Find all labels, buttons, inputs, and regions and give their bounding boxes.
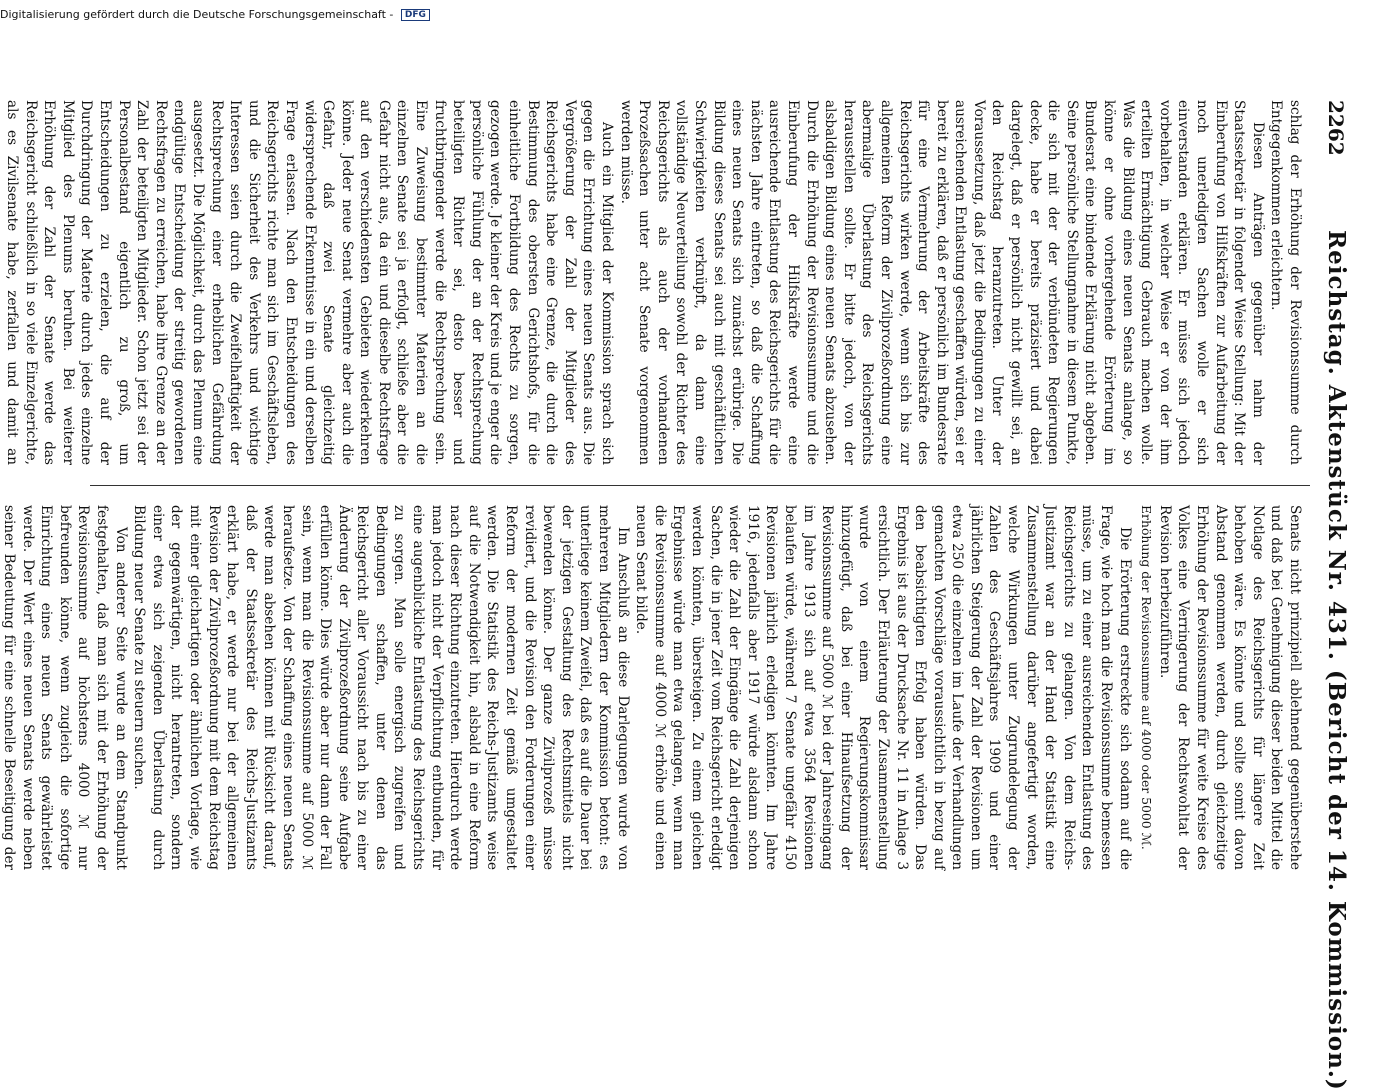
dfg-logo: DFG [401,9,430,21]
paragraph: Von anderer Seite wurde an dem Standpunkt festgehalten, daß man sich mit der Erhöhung der Revisionssumme auf höchstens 4000 ℳ nur befreunden könne, wenn zugleich die sofortige Einrichtung eines neuen Senats gewährleistet werde. Der Wert eines neuen Senats werde neben seiner Bedeutung für eine schnelle Beseitigung der [1,505,129,870]
running-head [1314,100,1358,1091]
paragraph: Im Anschluß an diese Darlegungen wurde von mehreren Mitgliedern der Kommission betont: es unterliege keinem Zweifel, daß es auf die Dauer bei der jetzigen Gestaltung des Rechtsmittels nicht bewenden könne. Der ganze Zivilprozeß müsse revidiert, und die Revision den Forderungen einer Reform der modernen Zeit gemäß umgestaltet werden. Die Statistik des Reichs-Justizamts weise auf die Notwendigkeit hin, alsbald in eine Reform nach dieser Richtung einzutreten. Hierdurch werde man jedoch nicht der Verpflichtung entbunden, für eine augenblickliche Entlastung des Reichsgerichts zu sorgen. Man solle energisch zugreifen und Bedingungen schaffen, unter denen das Reichsgericht aller Voraussicht nach bis zu einer Änderung der Zivilprozeßordnung seine Aufgabe erfüllen könne. Dies würde aber nur dann der Fall sein, wenn man die Revisionssumme auf 5000 ℳ heraufsetze. Von der Schaffung eines neuen Senats werde man absehen können mit Rücksicht darauf, daß der Staatssekretär des Reichs-Justizamts erklärt habe, er werde nur bei der allgemeinen Revision der Zivilprozeßordnung mit dem Reichstag mit einer gleichartigen oder ähnlichen Vorlage, wie der gegenwärtigen, nicht herantreten, sondern einer etwa sich zeigenden Überlastung durch Bildung neuer Senate zu steuern suchen. [131,505,631,870]
paragraph: Diesen Anträgen gegenüber nahm der Staatssekretär in folgender Weise Stellung: Mit der Einberufung von Hilfskräften zur Aufarbeitung der noch unerledigten Sachen wolle er sich einverstanden erklären. Er müsse sich jedoch vorbehalten, in welcher Weise er von der ihm erteilten Ermächtigung Gebrauch machen wolle. Was die Bildung eines neuen Senats anlange, so könne er ohne vorhergehende Erörterung im Bundesrat eine bindende Erklärung nicht abgeben. Seine persönliche Stellungnahme in diesem Punkte, die sich mit der der verbündeten Regierungen decke, habe er bereits präzisiert und dabei dargelegt, daß er persönlich nicht gewillt sei, an den Reichstag heranzutreten. Unter der Voraussetzung, daß jetzt die Bedingungen zu einer ausreichenden Entlastung geschaffen würden, sei er bereit zu erklären, daß er persönlich im Bundesrate für eine Vermehrung der Arbeitskräfte des Reichsgerichts wirken werde, wenn sich bis zur allgemeinen Reform der Zivilprozeßordnung eine abermalige Überlastung des Reichsgerichts herausstellen sollte. Er bitte jedoch, von der alsbaldigen Bildung eines neuen Senats abzusehen. Durch die Erhöhung der Revisionssumme und die Einberufung der Hilfskräfte werde eine ausreichende Entlastung des Reichsgerichts für die nächsten Jahre eintreten, so daß die Schaffung eines neuen Senats sich zunächst erübrige. Die Bildung dieses Senats sei auch mit geschäftlichen Schwierigkeiten verknüpft, da dann eine vollständige Neuverteilung sowohl der Richter des Reichsgerichts als auch der vorhandenen Prozeßsachen unter acht Senate vorgenommen werden müsse. [617,100,1266,465]
column-divider [90,485,1310,486]
page-number: 2262 [1324,100,1348,156]
left-column [0,100,1304,465]
right-column [0,505,1304,870]
paragraph: schlag der Erhöhung der Revisionssumme durch Entgegenkommen erleichtern. [1268,100,1303,465]
paragraph: Auch ein Mitglied der Kommission sprach sich gegen die Errichtung eines neuen Senats aus. Die Vergrößerung der Zahl der Mitglieder des Reichsgerichts habe eine Grenze, die durch die Bestimmung des obersten Gerichtshofs, für die einheitliche Fortbildung des Rechts zu sorgen, gezogen werde. Je kleiner der Kreis und je enger die persönliche Fühlung der an der Rechtsprechung beteiligten Richter sei, desto besser und fruchtbringender werde die Rechtsprechung sein. Eine Zuweisung bestimmter Materien an die einzelnen Senate sei ja erfolgt, schließe aber die Gefahr nicht aus, da ein und dieselbe Rechtsfrage auf den verschiedensten Gebieten wiederkehren könne. Jeder neue Senat vermehre aber auch die Gefahr, daß zwei Senate gleichzeitig widersprechende Erkenntnisse in ein und derselben Frage erlassen. Nach den Entscheidungen des Reichsgerichts richte man sich im Geschäftsleben, und die Sicherheit des Verkehrs und wichtige Interessen seien durch die Zweifelhaftigkeit der Rechtsprechung einer erheblichen Gefährdung ausgesetzt. Die Möglichkeit, durch das Plenum eine endgültige Entscheidung der streitig gewordenen Rechtsfragen zu erreichen, habe ihre Grenze an der Zahl der beteiligten Mitglieder. Schon jetzt sei der Personalbestand eigentlich zu groß, um Entscheidungen zu erzielen, die auf der Durchdringung der Materie durch jedes einzelne Mitglied des Plenums beruhen. Bei weiterer Erhöhung der Zahl der Senate werde das Reichsgericht schließlich in so viele Einzelgerichte, als es Zivilsenate habe, zerfallen und damit an [4,100,616,465]
page-title: Reichstag. Aktenstück Nr. 431. (Bericht der 14. Kommission.) [1323,230,1350,1091]
credit-text: Digitalisierung gefördert durch die Deutsche Forschungsgemeinschaft - [0,8,394,21]
paragraph: Senats nicht prinzipiell ablehnend gegenüberstehe und daß bei Genehmigung dieser beiden Mittel die Notlage des Reichsgerichts für längere Zeit behoben wäre. Es könnte und sollte somit davon Abstand genommen werden, durch gleichzeitige Erhöhung der Revisionssumme für weite Kreise des Volkes eine Verringerung der Rechtswohltat der Revision herbeizuführen. [1156,505,1303,870]
document-body [1,100,1358,1091]
section-subheading: Erhöhung der Revisionssumme auf 4000 oder 5000 ℳ. [1139,505,1155,850]
digitization-credit [0,8,1370,30]
paragraph: Die Erörterung erstreckte sich sodann auf die Frage, wie hoch man die Revisionssumme bemessen müsse, um zu einer ausreichenden Entlastung des Reichsgerichts zu gelangen. Von dem Reichs-Justizamt war an der Hand der Statistik eine Zusammenstellung darüber angefertigt worden, welche Wirkungen unter Zugrundelegung der Zahlen des Geschäftsjahres 1909 und einer jährlichen Steigerung der Zahl der Revisionen um etwa 250 die einzelnen im Laufe der Verhandlungen gemachten Vorschläge voraussichtlich in bezug auf den beabsichtigten Erfolg haben würden. Das Ergebnis ist aus der Drucksache Nr. 11 in Anlage 3 ersichtlich. Der Erläuterung der Zusammenstellung wurde von einem Regierungskommissar hinzugefügt, daß bei einer Hinaufsetzung der Revisionssumme auf 5000 ℳ bei der Jahreseingang im Jahre 1913 sich auf etwa 3564 Revisionen belaufen würde, während 7 Senate ungefähr 4150 Revisionen jährlich erledigen könnten. Im Jahre 1916, jedenfalls aber 1917 würde alsdann schon wieder die Zahl der Eingänge die Zahl derjenigen Sachen, die in jener Zeit vom Reichsgericht erledigt werden könnten, übersteigen. Zu einem gleichen Ergebnisse würde man etwa gelangen, wenn man die Revisionssumme auf 4000 ℳ erhöhe und einen neuen Senat bilde. [633,505,1133,870]
